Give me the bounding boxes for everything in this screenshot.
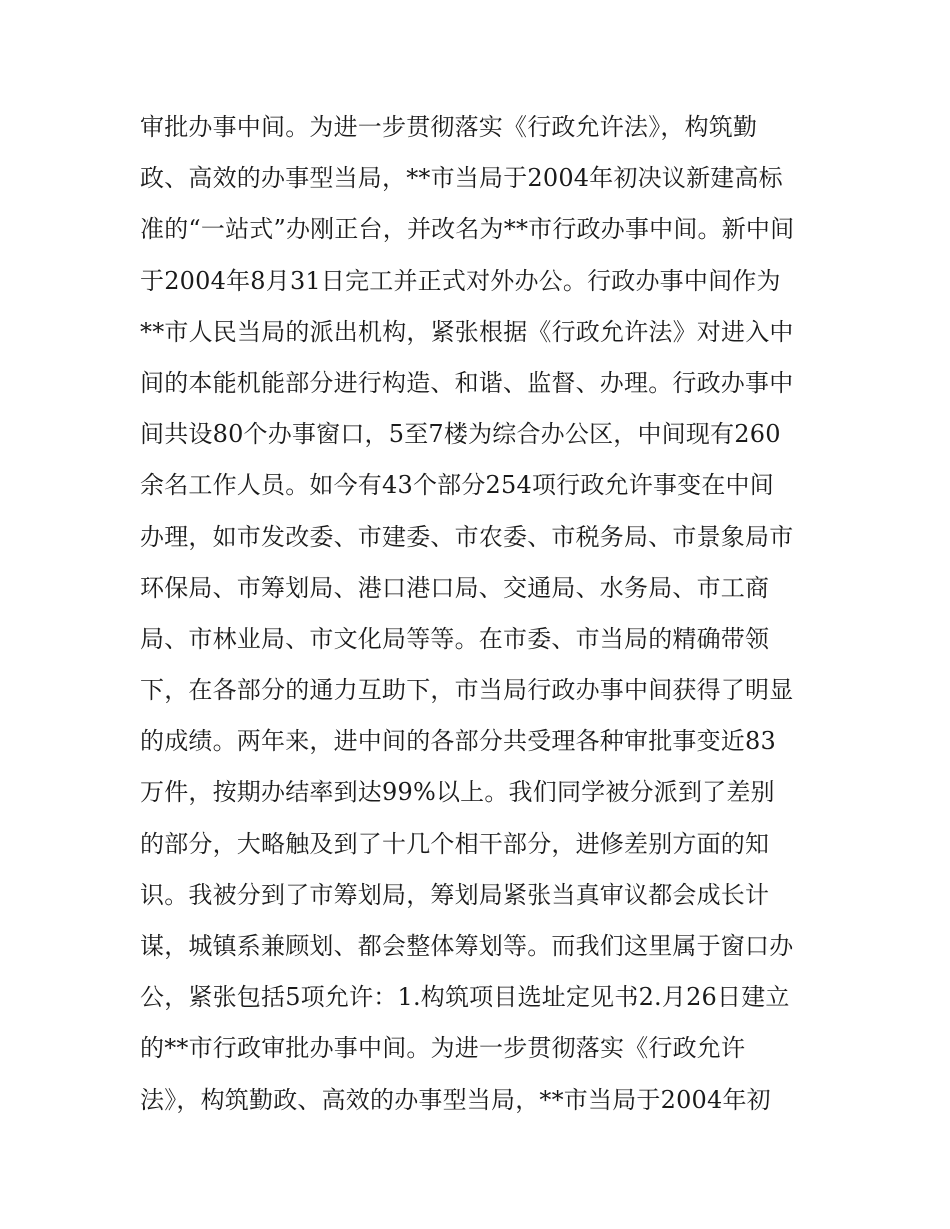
text-line: 局、市林业局、市文化局等等。在市委、市当局的精确带领	[140, 624, 770, 653]
text-line: 环保局、市筹划局、港口港口局、交通局、水务局、市工商	[140, 573, 770, 602]
body-paragraph	[140, 102, 840, 1126]
text-line: 万件，按期办结率到达99%以上。我们同学被分派到了差别	[140, 778, 775, 807]
text-line: 法》，构筑勤政、高效的办事型当局，**市当局于2004年初	[140, 1085, 771, 1114]
text-line: **市人民当局的派出机构，紧张根据《行政允许法》对进入中	[140, 317, 794, 346]
text-line: 于2004年8月31日完工并正式对外办公。行政办事中间作为	[140, 266, 781, 295]
text-line: 的成绩。两年来，进中间的各部分共受理各种审批事变近83	[140, 727, 776, 756]
text-line: 的部分，大略触及到了十几个相干部分，进修差别方面的知	[140, 829, 770, 858]
text-line: 的**市行政审批办事中间。为进一步贯彻落实《行政允许	[140, 1034, 746, 1063]
text-line: 余名工作人员。如今有43个部分254项行政允许事变在中间	[140, 471, 774, 500]
text-line: 识。我被分到了市筹划局，筹划局紧张当真审议都会成长计	[140, 880, 770, 909]
text-line: 政、高效的办事型当局，**市当局于2004年初决议新建高标	[140, 164, 783, 193]
text-line: 准的“一站式”办刚正台，并改名为**市行政办事中间。新中间	[140, 215, 795, 244]
text-line: 间的本能机能部分进行构造、和谐、监督、办理。行政办事中	[140, 368, 794, 397]
text-line: 下，在各部分的通力互助下，市当局行政办事中间获得了明显	[140, 676, 794, 705]
text-line: 公，紧张包括5项允许：1.构筑项目选址定见书2.月26日建立	[140, 983, 790, 1012]
text-line: 谋，城镇系兼顾划、都会整体筹划等。而我们这里属于窗口办	[140, 932, 794, 960]
text-line: 办理，如市发改委、市建委、市农委、市税务局、市景象局市	[140, 522, 794, 551]
text-line: 审批办事中间。为进一步贯彻落实《行政允许法》，构筑勤	[140, 113, 758, 141]
text-line: 间共设80个办事窗口，5至7楼为综合办公区，中间现有260	[140, 420, 781, 449]
